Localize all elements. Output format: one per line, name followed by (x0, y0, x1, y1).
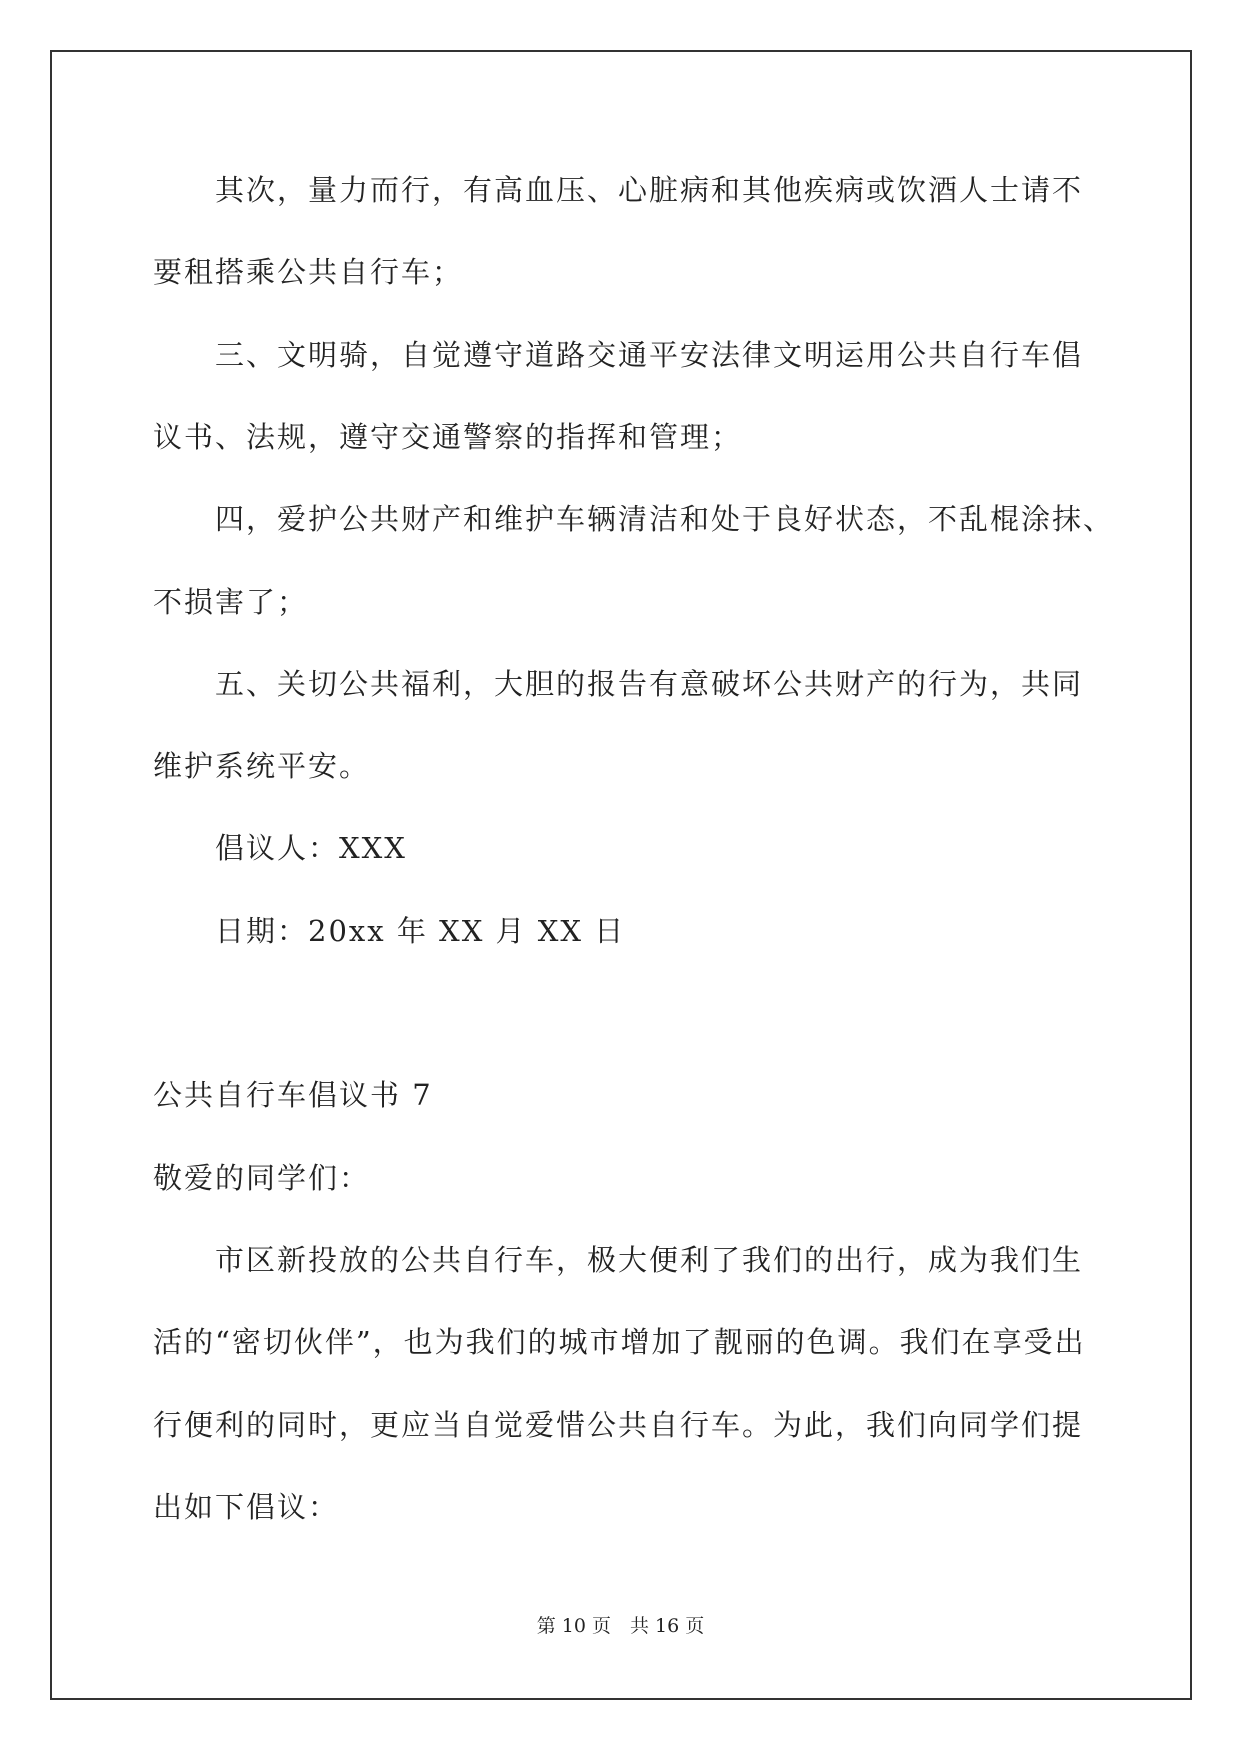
paragraph-line: 活的“密切伙伴”，也为我们的城市增加了靓丽的色调。我们在享受出 (153, 1325, 1086, 1359)
section-title: 公共自行车倡议书 7 (153, 1078, 433, 1112)
paragraph-line: 行便利的同时，更应当自觉爱惜公共自行车。为此，我们向同学们提 (153, 1408, 1084, 1442)
paragraph-line: 四，爱护公共财产和维护车辆清洁和处于良好状态，不乱棍涂抹、 (215, 502, 1115, 536)
page-border (50, 50, 1192, 1700)
paragraph-line: 不损害了； (153, 585, 309, 619)
paragraph-line: 维护系统平安。 (153, 749, 371, 783)
signer-line: 倡议人：XXX (215, 831, 407, 865)
paragraph-line: 出如下倡议： (153, 1490, 340, 1524)
paragraph-line: 其次，量力而行，有高血压、心脏病和其他疾病或饮酒人士请不 (215, 173, 1084, 207)
paragraph-line: 要租搭乘公共自行车； (153, 255, 464, 289)
date-line: 日期：20xx 年 XX 月 XX 日 (215, 914, 626, 948)
paragraph-line: 市区新投放的公共自行车，极大便利了我们的出行，成为我们生 (215, 1243, 1084, 1277)
paragraph-line: 五、关切公共福利，大胆的报告有意破坏公共财产的行为，共同 (215, 667, 1084, 701)
paragraph-line: 三、文明骑，自觉遵守道路交通平安法律文明运用公共自行车倡 (215, 338, 1084, 372)
salutation: 敬爱的同学们： (153, 1161, 371, 1195)
page-footer: 第 10 页 共 16 页 (536, 1615, 705, 1637)
paragraph-line: 议书、法规，遵守交通警察的指挥和管理； (153, 420, 743, 454)
